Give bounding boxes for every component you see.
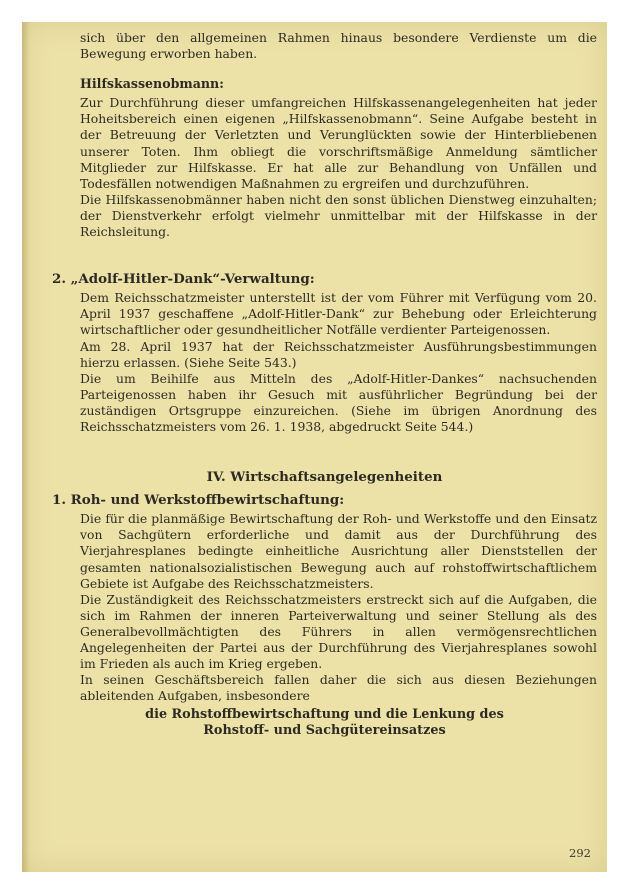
hilfskasse-paragraph-2: Die Hilfskassenobmänner haben nicht den sonst üblichen Dienstweg einzuhalten; der Dienstverkehr erfolgt vielmehr unmittelbar mit der Hilfskasse in der Reichsleitung. bbox=[80, 191, 597, 240]
hilfskasse-paragraph-1: Zur Durchführung dieser umfangreichen Hilfskassenangelegenheiten hat jeder Hoheitsbereich einen eigenen „Hilfskassenobmann“. Seine Aufgabe besteht in der Betreuung der Verletzten und Verunglückten sowie der Hinterbliebenen unserer Toten. Ihm obliegt die vorschriftsmäßige Anmeldung sämtlicher Mitglieder zur Hilfskasse. Er hat alle zur Behandlung von Unfällen und Todesfällen notwendigen Maßnahmen zu ergreifen und durchzuführen. bbox=[80, 95, 597, 191]
closing-emphasis bbox=[52, 707, 597, 739]
intro-paragraph: sich über den allgemeinen Rahmen hinaus besondere Verdienste um die Bewegung erworben haben. bbox=[80, 30, 597, 62]
section-iv-1-heading: 1. Roh- und Werkstoffbewirtschaftung: bbox=[52, 492, 345, 509]
document-page bbox=[22, 22, 607, 872]
page-number: 292 bbox=[569, 846, 591, 860]
closing-line-1: die Rohstoffbewirtschaftung und die Lenkung des bbox=[145, 707, 504, 723]
section-iv-title: IV. Wirtschaftsangelegenheiten bbox=[206, 469, 443, 486]
section-2-paragraph-2: Am 28. April 1937 hat der Reichsschatzmeister Ausführungsbestimmungen hierzu erlassen. (Siehe Seite 543.) bbox=[80, 338, 597, 370]
scan-shadow bbox=[22, 22, 30, 872]
section-iv-paragraph-2: Die Zuständigkeit des Reichsschatzmeisters erstreckt sich auf die Aufgaben, die sich im Rahmen der inneren Parteiverwaltung und seiner Stellung als des Generalbevollmächtigten des Führers in allen vermögensrechtlichen Angelegenheiten der Partei aus der Durchführung des Vierjahresplanes sowohl im Frieden als auch im Krieg ergeben. bbox=[80, 591, 597, 672]
hilfskasse-heading: Hilfskassenobmann: bbox=[80, 76, 224, 92]
section-2-paragraph-3: Die um Beihilfe aus Mitteln des „Adolf-Hitler-Dankes“ nachsuchenden Parteigenossen haben ihr Gesuch mit ausführlicher Begründung bei der zuständigen Ortsgruppe einzureichen. (Siehe im übrigen Anordnung des Reichsschatzmeisters vom 26. 1. 1938, abgedruckt Seite 544.) bbox=[80, 370, 597, 434]
section-iv-paragraph-3: In seinen Geschäftsbereich fallen daher die sich aus diesen Beziehungen ableitenden Aufgaben, insbesondere bbox=[80, 672, 597, 704]
section-2-heading: 2. „Adolf-Hitler-Dank“-Verwaltung: bbox=[52, 271, 315, 288]
section-2-paragraph-1: Dem Reichsschatzmeister unterstellt ist der vom Führer mit Verfügung vom 20. April 1937 geschaffene „Adolf-Hitler-Dank“ zur Behebung oder Erleichterung wirtschaftlicher oder gesundheitlicher Notfälle verdienter Parteigenossen. bbox=[80, 290, 597, 338]
section-iv-paragraph-1: Die für die planmäßige Bewirtschaftung der Roh- und Werkstoffe und den Einsatz von Sachgütern erforderliche und damit aus der Durchführung des Vierjahresplanes bedingte einheitliche Ausrichtung aller Dienststellen der gesamten nationalsozialistischen Bewegung auch auf rohstoffwirtschaftlichem Gebiete ist Aufgabe des Reichsschatzmeisters. bbox=[80, 511, 597, 591]
closing-line-2: Rohstoff- und Sachgütereinsatzes bbox=[203, 723, 446, 739]
page-text bbox=[52, 30, 597, 740]
